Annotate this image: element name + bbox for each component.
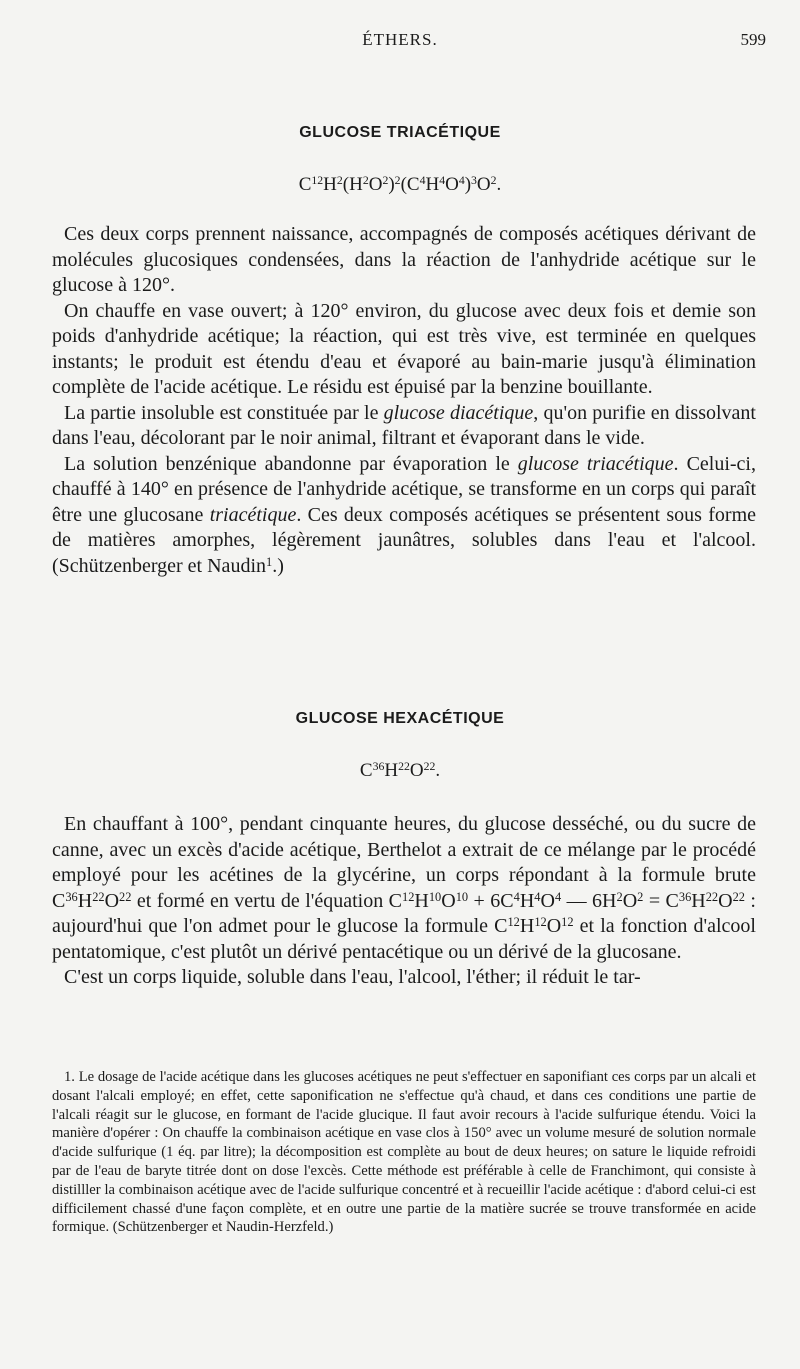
paragraph: La solution benzénique abandonne par évaporation le glucose triacétique. Celui-ci, chauffé à 140° en présence de l'anhydride acétique, se transforme en un corps qui paraît être une glucosane triacétique. Ces deux composés acétiques se présentent sous forme de matières amorphes, légèrement jaunâtres, solubles dans l'eau et l'alcool. (Schützenberger et Naudin$^1$.) [52, 452, 756, 577]
paragraph: Ces deux corps prennent naissance, accompagnés de composés acétiques dérivant de molécules glucosiques condensées, dans la réaction de l'anhydride acétique sur le glucose à 120°. [52, 223, 756, 296]
running-head [30, 30, 770, 54]
page-number: 599 [740, 30, 766, 49]
formula-hexacetique: $C^{36}H^{22}O^{22}$. [359, 760, 441, 781]
section-heading-hexacetique: GLUCOSE HEXACÉTIQUE [295, 710, 505, 727]
paragraph: La partie insoluble est constituée par le glucose diacétique, qu'on purifie en dissolvant dans l'eau, décolorant par le noir animal, filtrant et évaporant dans le vide. [52, 401, 756, 449]
section-heading-triacetique: GLUCOSE TRIACÉTIQUE [299, 124, 501, 141]
formula-triacetique: $C^{12}H^2(H^2O^2)^2(C^4H^4O^4)^3O^2$. [298, 174, 502, 195]
paragraph: En chauffant à 100°, pendant cinquante heures, du glucose desséché, ou du sucre de canne, avec un excès d'acide acétique, Berthelot a extrait de ce mélange par le procédé employé pour les acétines de la glycérine, un corps répondant à la formule brute $C^{36}H^{22}O^{22}$ et formé en vertu de l'équation $C^{12}H^{10}O^{10} + 6C^4H^4O^4$ — $6H^2O^2 = C^{36}H^{22}O^{22}$ : aujourd'hui que l'on admet pour le glucose la formule $C^{12}H^{12}O^{12}$ et la fonction d'alcool pentatomique, c'est plutôt un dérivé pentacétique ou un dérivé de la glucosane. [52, 813, 756, 963]
paragraph: On chauffe en vase ouvert; à 120° environ, du glucose avec deux fois et demie son poids d'anhydride acétique; la réaction, qui est très vive, est terminée en quelques instants; le produit est étendu d'eau et évaporé au bain-marie jusqu'à élimination complète de l'acide acétique. Le résidu est épuisé par la benzine bouillante. [52, 299, 756, 398]
running-head-title: ÉTHERS. [362, 30, 438, 49]
section1-body [52, 222, 756, 579]
footnotes [52, 1068, 756, 1237]
paragraph: C'est un corps liquide, soluble dans l'eau, l'alcool, l'éther; il réduit le tar- [64, 966, 641, 988]
footnote-reference: 1 [266, 554, 273, 569]
footnote: 1. Le dosage de l'acide acétique dans les glucoses acétiques ne peut s'effectuer en saponifiant ces corps par un alcali et dosant l'alcali employé; en effet, cette saponification ne s'effectue qu'à chaud, et dans ces conditions une partie de l'alcali réagit sur le glucose, en formant de l'acide glucique. Il faut avoir recours à l'acide sulfurique étendu. Voici la manière d'opérer : On chauffe la combinaison acétique en vase clos à 150° avec un volume mesuré de solution normale d'acide sulfurique (1 éq. par litre); la décomposition est complète au bout de deux heures; on sature le liquide refroidi par de l'eau de baryte titrée dont on dose l'excès. Cette méthode est préférable à celle de Franchimont, qui consiste à distilller la combinaison acétique avec de l'acide sulfurique concentré et à recueillir l'acide acétique : d'abord celui-ci est difficilement chassé d'une façon complète, et en outre une partie de la matière sucrée se trouve transformée en acide formique. (Schützenberger et Naudin-Herzfeld.) [52, 1069, 756, 1236]
footnote-marker: 1. [64, 1069, 75, 1085]
section2-body [52, 812, 756, 991]
